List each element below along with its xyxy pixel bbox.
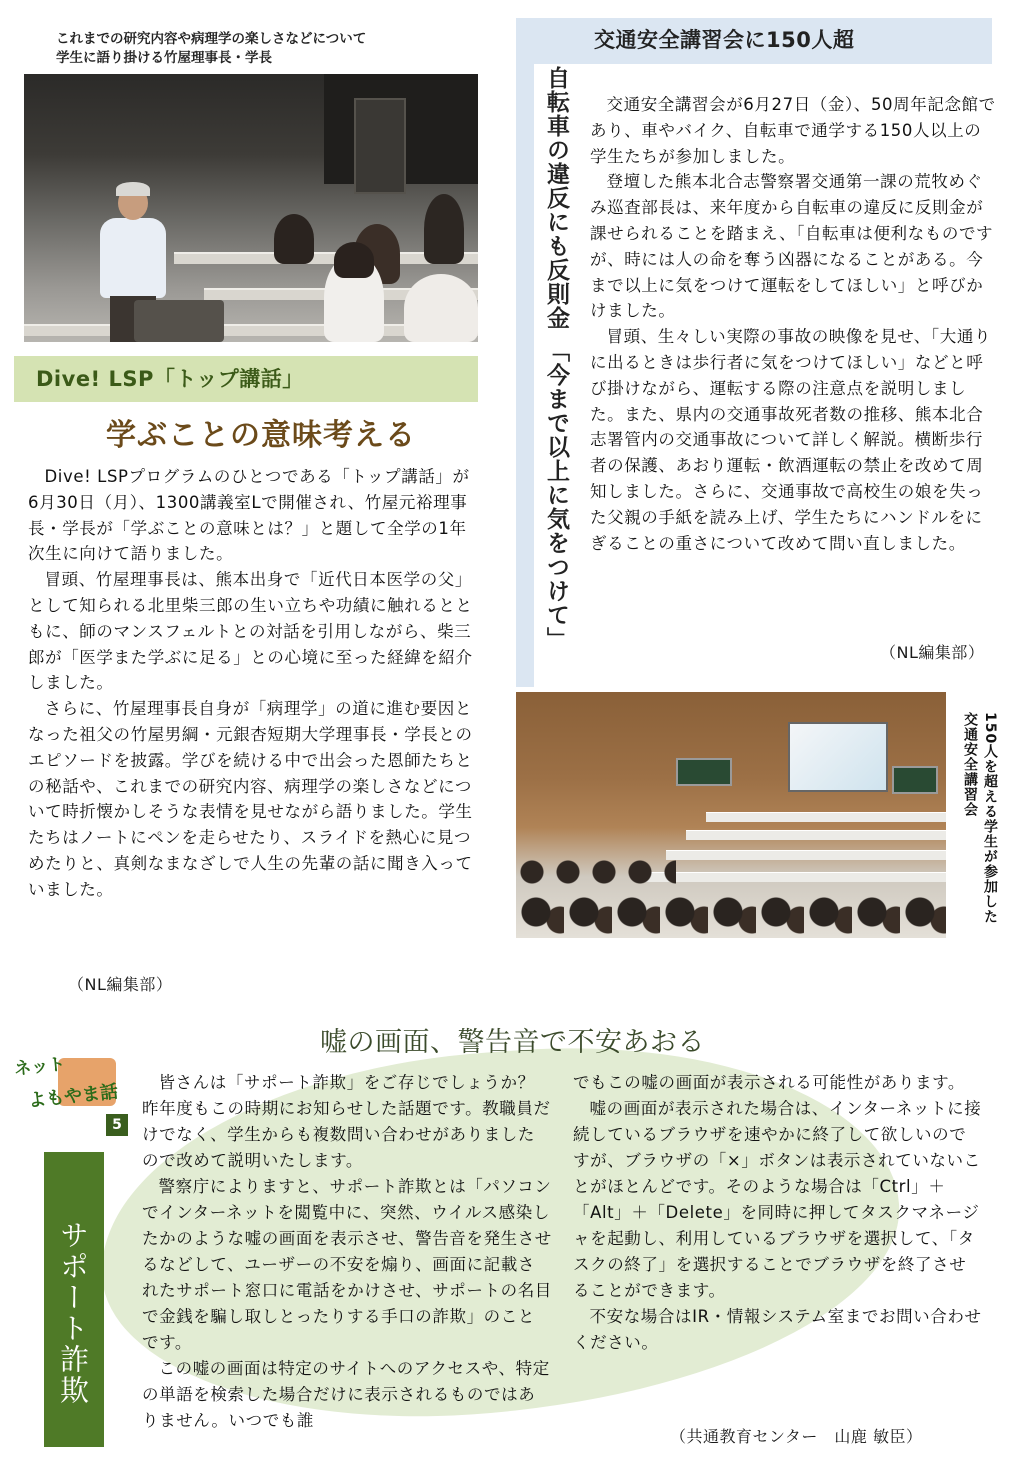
paragraph: 嘘の画面が表示された場合は、インターネットに接続しているブラウザを速やかに終了して欲しいのですが、ブラウザの「×」ボタンは表示されていないことがほとんどです。そのような場合は「Ctrl」＋「Alt」＋「Delete」を同時に押してタスクマネージャを起動し、利用しているブラウザを選択して、「タスクの終了」を選択することでブラウザを終了させることができます。 <box>573 1099 982 1300</box>
article-header: 交通安全講習会に150人超 <box>594 28 855 52</box>
paragraph: 登壇した熊本北合志警察署交通第一課の荒牧めぐみ巡査部長は、来年度から自転車の違反に反則金が課せられることを踏まえ、「自転車は便利なものですが、時には人の命を奪う凶器になることがある。今まで以上に気をつけて運転をしてほしい」と呼びかけました。 <box>590 172 994 321</box>
paragraph: さらに、竹屋理事長自身が「病理学」の道に進む要因となった祖父の竹屋男綱・元銀杏短期大学理事長・学長とのエピソードを披露。学びを続ける中で出会った恩師たちとの秘話や、これまでの研究内容、病理学の楽しさなどについて時折懐かしそうな表情を見せながら語りました。学生たちはノートにペンを走らせたり、スライドを熱心に見つめたりと、真剣なまなざしで人生の先輩の話に聞き入っていました。 <box>28 699 473 899</box>
lecture-hall-photo <box>516 692 946 938</box>
paragraph: 不安な場合はIR・情報システム室までお問い合わせください。 <box>573 1307 982 1352</box>
paragraph: この嘘の画面は特定のサイトへのアクセスや、特定の単語を検索した場合だけに表示されるものではありません。いつでも誰 <box>142 1359 550 1430</box>
paragraph: でもこの嘘の画面が表示される可能性があります。 <box>573 1073 965 1092</box>
photo-student <box>424 194 464 264</box>
photo-student <box>404 274 478 342</box>
paragraph: Dive! LSPプログラムのひとつである「トップ講話」が6月30日（月）、1300講義室Lで開催され、竹屋元裕理事長・学長が「学ぶことの意味とは？」と題して全学の1年次生に向けて語りました。 <box>28 467 470 564</box>
section-label: Dive! LSP「トップ講話」 <box>36 367 304 391</box>
paragraph: 警察庁によりますと、サポート詐欺とは「パソコンでインターネットを閲覧中に、突然、ウイルス感染したかのような嘘の画面を表示させ、警告音を発生させるなどして、ユーザーの不安を煽り、画面に記載されたサポート窓口に電話をかけさせ、サポートの名目で金銭を騙し取しとったりする手口の詐欺」のことです。 <box>142 1177 552 1352</box>
photo-caption-hall: 150人を超える学生が参加した交通安全講習会 <box>962 712 998 925</box>
vertical-headline-bar <box>516 64 534 687</box>
photo-door <box>354 98 406 194</box>
photo-student <box>274 214 314 264</box>
issue-number: 5 <box>106 1114 128 1136</box>
article-body-traffic <box>590 92 998 556</box>
photo-desk-row <box>636 872 946 882</box>
photo-desk-row <box>666 850 946 860</box>
column-body-left <box>142 1070 552 1434</box>
photo-projector-screen <box>788 722 888 792</box>
photo-students <box>516 892 946 938</box>
article-title: 学ぶことの意味考える <box>106 418 416 453</box>
paragraph: 皆さんは「サポート詐欺」をご存じでしょうか？ 昨年度もこの時期にお知らせした話題です。教職員だけでなく、学生からも複数問い合わせがありましたので改めて説明いたします。 <box>142 1073 552 1170</box>
lecture-photo <box>24 74 478 342</box>
photo-blackboard <box>676 758 732 786</box>
side-label-tab <box>44 1152 104 1447</box>
photo-desk-row <box>706 812 946 822</box>
logo-line1: ネット <box>13 1054 67 1080</box>
logo-line2: よもやま話 <box>27 1081 120 1112</box>
photo-desk-row <box>686 830 946 840</box>
photo-caption-lecture: これまでの研究内容や病理学の楽しさなどについて 学生に語り掛ける竹屋理事長・学長 <box>56 31 367 66</box>
column-title: 嘘の画面、警告音で不安あおる <box>320 1027 705 1058</box>
paragraph: 冒頭、竹屋理事長は、熊本出身で「近代日本医学の父」として知られる北里柴三郎の生い立ちや功績に触れるとともに、師のマンスフェルトとの対話を引用しながら、柴三郎が「医学また学ぶに足る」との心境に至った経緯を紹介しました。 <box>28 570 473 693</box>
photo-chair <box>134 300 224 342</box>
paragraph: 交通安全講習会が6月27日（金）、50周年記念館であり、車やバイク、自転車で通学する150人以上の学生たちが参加しました。 <box>590 95 996 166</box>
photo-student <box>334 242 374 278</box>
vertical-headline: 自転車の違反にも反則金 「今まで以上に気をつけて」 <box>543 66 569 652</box>
photo-students <box>516 852 676 894</box>
side-label: サポート詐欺 <box>56 1220 90 1406</box>
article-body-lsp <box>28 464 480 903</box>
column-logo <box>14 1052 140 1142</box>
article-signature: （NL編集部） <box>880 643 985 662</box>
article-signature: （NL編集部） <box>68 975 173 994</box>
paragraph: 冒頭、生々しい実際の事故の映像を見せ、「大通りに出るときは歩行者に気をつけてほしい」などと呼び掛けながら、運転する際の注意点を説明しました。また、県内の交通事故死者数の推移、熊本北合志署管内の交通事故について詳しく解説。横断歩行者の保護、あおり運転・飲酒運転の禁止を改めて周知しました。さらに、交通事故で高校生の娘を失った父親の手紙を読み上げ、学生たちにハンドルをにぎることの重さについて改めて問い直しました。 <box>590 327 992 553</box>
column-body-right <box>573 1070 983 1356</box>
column-signature: （共通教育センター 山鹿 敏臣） <box>670 1427 923 1446</box>
photo-blackboard <box>892 766 938 794</box>
